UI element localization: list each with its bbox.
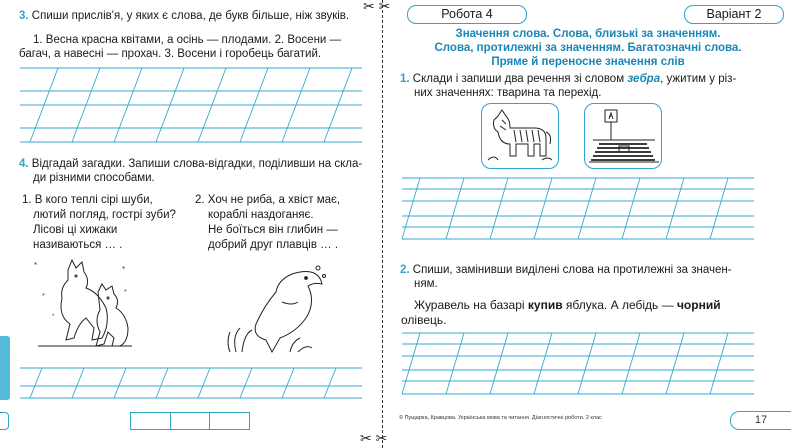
footer-copyright: © Пущарка, Кравцова. Українська мова та читання. Діагностичні роботи. 2 клас [399, 415, 602, 421]
task3-text-line1: 1. Весна красна квітами, а осінь — плодами. 2. Восени — [33, 34, 342, 46]
riddle-1-line: називаються … . [33, 239, 123, 251]
task4-instruction-line2: ди різними способами. [33, 172, 155, 184]
highlighted-word: зебра [627, 73, 661, 85]
dolphin-illustration [222, 262, 332, 356]
task1-instruction-line2: них значеннях: тварина та перехід. [414, 87, 602, 99]
task3-instruction: 3. Спиши прислів'я, у яких є слова, де букв більше, ніж звуків. [19, 10, 350, 22]
svg-text:*: * [52, 314, 55, 320]
page-number: 17 [730, 411, 791, 430]
task2-instruction: 2. Спиши, замінивши виділені слова на протилежні за значен- [400, 264, 732, 276]
work-label: Робота 4 [407, 5, 527, 24]
footer-grade-boxes [130, 412, 250, 430]
task2-instruction-line2: ням. [414, 278, 438, 290]
task3-text-line2: багач, а навесні — прохач. 3. Восени і горобець багатий. [19, 48, 322, 60]
riddle-2-line: Не боїться він глибин — [208, 224, 338, 236]
topic-line: Пряме й переносне значення слів [491, 56, 685, 68]
task2-sentence-line2: олівець. [401, 313, 447, 327]
variant-label: Варіант 2 [684, 5, 784, 24]
svg-text:*: * [122, 265, 126, 274]
riddle-1 [22, 193, 192, 253]
svg-text:*: * [42, 293, 45, 300]
right-writing-lines [382, 0, 791, 448]
task1-instruction: 1. Склади і запиши два речення зі словом зебра, ужитим у різ- [400, 73, 737, 85]
riddle-2-line: добрий друг плавців … . [208, 239, 339, 251]
section-side-tab [0, 336, 10, 400]
riddle-1-line: Лісові ці хижаки [33, 224, 118, 236]
scissors-icon: ✂ ✂ [363, 0, 391, 14]
task2-sentence: Журавель на базарі купив яблука. А лебідь — чорний [414, 298, 721, 312]
scissors-icon-bottom: ✂ ✂ [360, 430, 388, 446]
footer-box-left [0, 412, 9, 430]
riddle-2-line: 2. Хоч не риба, а хвіст має, [195, 194, 341, 206]
wolves-illustration [28, 258, 138, 350]
topic-line: Слова, протилежні за значенням. Багатозначні слова. [434, 42, 742, 54]
bold-word-bought: купив [527, 298, 563, 312]
riddle-2-line: кораблі наздоганяє. [208, 209, 314, 221]
bold-word-black: чорний [676, 298, 721, 312]
svg-text:*: * [34, 261, 38, 270]
svg-text:*: * [124, 289, 127, 296]
riddle-1-line: 1. В кого теплі сірі шуби, [22, 194, 153, 206]
riddle-2 [195, 193, 370, 253]
task4-instruction-line1: 4. Відгадай загадки. Запиши слова-відгадки, поділивши на скла- [19, 158, 363, 170]
topic-line: Значення слова. Слова, близькі за значенням. [455, 28, 721, 40]
riddle-1-line: лютий погляд, гострі зуби? [33, 209, 176, 221]
